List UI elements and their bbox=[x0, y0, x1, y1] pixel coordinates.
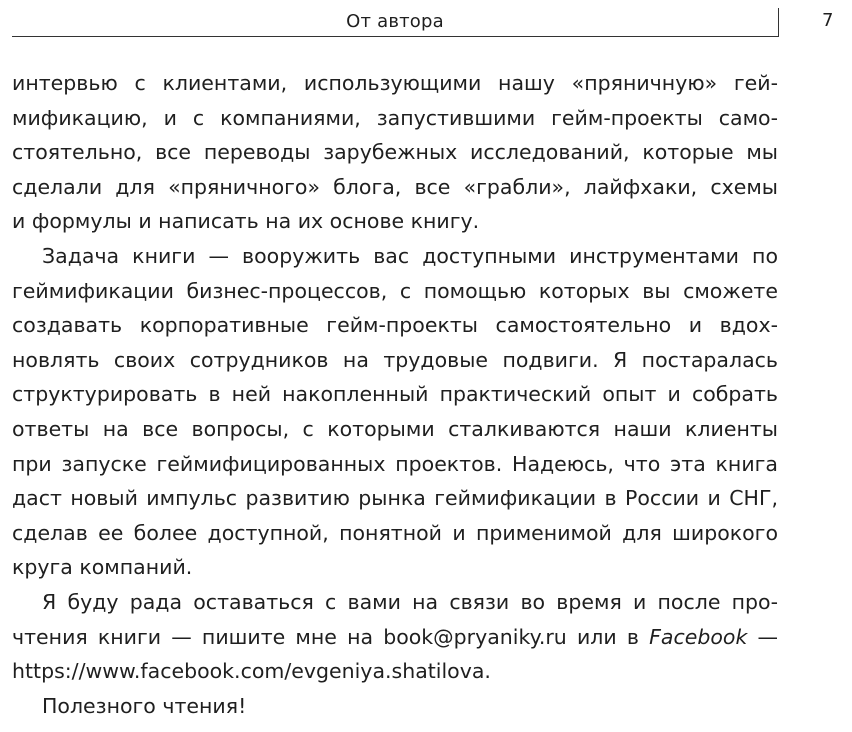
text-line: мификацию, и с компаниями, запустившими гейм-проекты само- bbox=[12, 105, 778, 130]
text-line: чтения книги — пишите мне на book@pryaniky.ru или в Facebook — bbox=[12, 624, 778, 649]
text-line: круга компаний. bbox=[12, 555, 193, 580]
text-line: https://www.facebook.com/evgeniya.shatilova. bbox=[12, 659, 491, 684]
text-line: стоятельно, все переводы зарубежных исследований, которые мы bbox=[12, 140, 778, 165]
text-line: сделав ее более доступной, понятной и применимой для широкого bbox=[12, 520, 778, 545]
header-title: От автора bbox=[346, 11, 444, 32]
text-line: геймификации бизнес-процессов, с помощью которых вы сможете bbox=[12, 278, 778, 303]
page-number: 7 bbox=[822, 10, 834, 31]
text-line: Полезного чтения! bbox=[42, 693, 247, 718]
body-text bbox=[12, 66, 778, 723]
text-line: и формулы и написать на их основе книгу. bbox=[12, 209, 480, 234]
text-line: структурировать в ней накопленный практический опыт и собрать bbox=[12, 382, 778, 407]
text-line: сделали для «пряничного» блога, все «грабли», лайфхаки, схемы bbox=[12, 174, 778, 199]
text-line: ответы на все вопросы, с которыми сталкиваются наши клиенты bbox=[12, 416, 778, 441]
text-line: интервью с клиентами, использующими нашу «пряничную» гей- bbox=[12, 71, 778, 95]
text-line: даст новый импульс развитию рынка геймификации в России и СНГ, bbox=[12, 486, 778, 511]
running-header bbox=[12, 8, 779, 37]
text-line: Я буду рада оставаться с вами на связи во время и после про- bbox=[42, 589, 778, 614]
text-line: Задача книги — вооружить вас доступными инструментами по bbox=[42, 243, 778, 268]
text-line: создавать корпоративные гейм-проекты самостоятельно и вдох- bbox=[12, 313, 778, 338]
text-line: при запуске геймифицированных проектов. Надеюсь, что эта книга bbox=[12, 451, 778, 476]
text-line: новлять своих сотрудников на трудовые подвиги. Я постаралась bbox=[12, 347, 778, 372]
